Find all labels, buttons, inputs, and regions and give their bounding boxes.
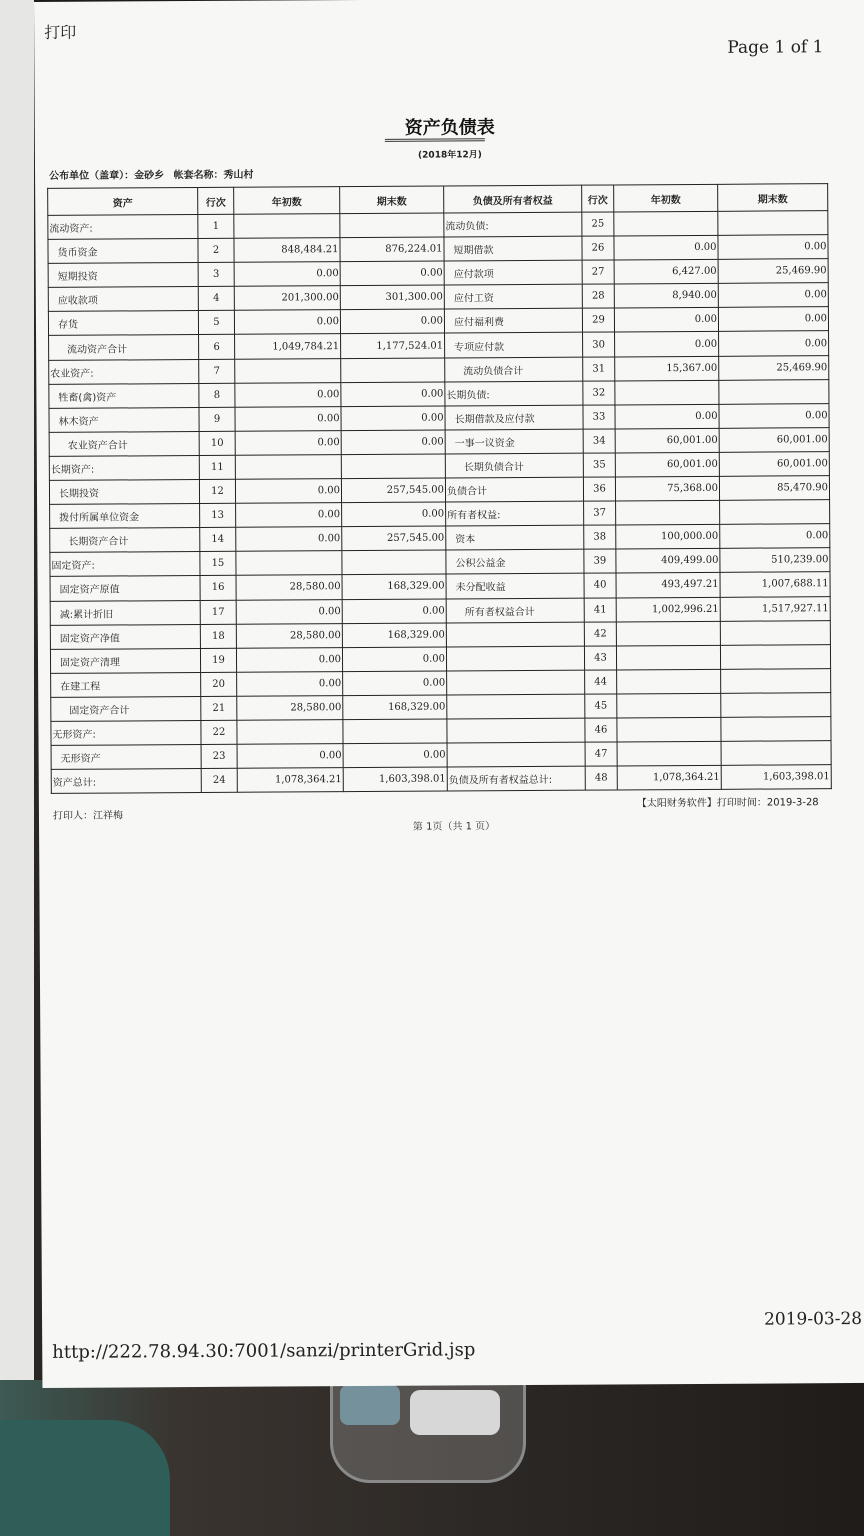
liability-name-cell bbox=[446, 622, 584, 647]
liability-begin-cell bbox=[616, 621, 720, 646]
asset-begin-cell bbox=[236, 551, 342, 576]
asset-begin-cell: 0.00 bbox=[236, 503, 342, 528]
liability-end-cell bbox=[721, 717, 831, 742]
asset-end-cell bbox=[343, 719, 447, 744]
liability-end-cell: 60,001.00 bbox=[719, 427, 829, 452]
liability-begin-cell: 6,427.00 bbox=[614, 260, 718, 285]
asset-begin-cell bbox=[237, 720, 343, 745]
asset-end-cell: 0.00 bbox=[341, 382, 445, 407]
header-assets: 资产 bbox=[48, 188, 198, 216]
asset-name-cell: 固定资产: bbox=[50, 552, 200, 577]
liability-name-cell bbox=[447, 718, 585, 743]
asset-line-cell: 20 bbox=[201, 672, 237, 696]
liability-end-cell bbox=[719, 379, 829, 404]
liability-begin-cell: 0.00 bbox=[614, 235, 718, 260]
liability-begin-cell: 1,078,364.21 bbox=[617, 765, 721, 790]
footer-date: 2019-03-28 bbox=[764, 1308, 863, 1330]
liability-name-cell bbox=[447, 742, 585, 767]
liability-line-cell: 30 bbox=[583, 332, 615, 356]
asset-begin-cell: 848,484.21 bbox=[234, 238, 340, 263]
asset-name-cell: 牲畜(禽)资产 bbox=[49, 383, 199, 408]
asset-line-cell: 21 bbox=[201, 696, 237, 720]
liability-end-cell bbox=[721, 741, 831, 766]
print-header-label: 打印 bbox=[44, 22, 77, 42]
asset-line-cell: 4 bbox=[198, 287, 234, 311]
asset-line-cell: 24 bbox=[201, 768, 237, 792]
header-line-no: 行次 bbox=[198, 187, 234, 214]
liability-begin-cell: 15,367.00 bbox=[615, 356, 719, 381]
asset-line-cell: 6 bbox=[199, 335, 235, 359]
asset-end-cell: 301,300.00 bbox=[340, 285, 444, 310]
asset-name-cell: 林木资产 bbox=[49, 407, 199, 432]
liability-end-cell bbox=[721, 668, 831, 693]
liability-begin-cell bbox=[616, 500, 720, 525]
liability-line-cell: 29 bbox=[582, 308, 614, 332]
liability-name-cell: 未分配收益 bbox=[446, 574, 584, 599]
liability-end-cell: 1,517,927.11 bbox=[720, 596, 830, 621]
liability-begin-cell: 60,001.00 bbox=[615, 452, 719, 477]
liability-name-cell: 所有者权益合计 bbox=[446, 598, 584, 623]
liability-begin-cell bbox=[615, 380, 719, 405]
liability-begin-cell: 8,940.00 bbox=[614, 284, 718, 309]
asset-line-cell: 12 bbox=[199, 479, 235, 503]
footer-url: http://222.78.94.30:7001/sanzi/printerGrid.jsp bbox=[52, 1339, 476, 1363]
asset-begin-cell: 0.00 bbox=[236, 527, 342, 552]
asset-line-cell: 7 bbox=[199, 359, 235, 383]
asset-end-cell: 0.00 bbox=[341, 430, 445, 455]
asset-line-cell: 3 bbox=[198, 262, 234, 286]
asset-end-cell: 0.00 bbox=[342, 598, 446, 623]
asset-begin-cell: 28,580.00 bbox=[236, 623, 342, 648]
asset-name-cell: 无形资产: bbox=[51, 720, 201, 745]
asset-end-cell: 1,603,398.01 bbox=[343, 767, 447, 792]
header-end-balance: 期末数 bbox=[340, 186, 444, 214]
liability-line-cell: 33 bbox=[583, 405, 615, 429]
liability-end-cell: 510,239.00 bbox=[720, 548, 830, 573]
liability-begin-cell: 100,000.00 bbox=[616, 525, 720, 550]
liability-begin-cell bbox=[617, 669, 721, 694]
liability-line-cell: 45 bbox=[585, 694, 617, 718]
liability-name-cell bbox=[446, 646, 584, 671]
asset-name-cell: 农业资产合计 bbox=[49, 431, 199, 456]
liability-line-cell: 44 bbox=[585, 670, 617, 694]
liability-begin-cell: 409,499.00 bbox=[616, 549, 720, 574]
asset-begin-cell: 0.00 bbox=[235, 382, 341, 407]
liability-name-cell: 长期负债合计 bbox=[445, 453, 583, 478]
liability-begin-cell: 60,001.00 bbox=[615, 428, 719, 453]
liability-name-cell: 应付工资 bbox=[444, 284, 582, 309]
header-liabilities-equity: 负债及所有者权益 bbox=[444, 185, 582, 213]
asset-line-cell: 1 bbox=[198, 214, 234, 238]
asset-begin-cell bbox=[235, 455, 341, 480]
asset-begin-cell: 0.00 bbox=[236, 647, 342, 672]
background-object bbox=[0, 1420, 170, 1536]
page-count: 第 1页（共 1 页） bbox=[412, 821, 496, 833]
liability-end-cell: 60,001.00 bbox=[719, 452, 829, 477]
book-label: 帐套名称：秀山村 bbox=[173, 169, 254, 182]
asset-end-cell bbox=[342, 550, 446, 575]
asset-begin-cell: 0.00 bbox=[234, 262, 340, 287]
liability-name-cell: 一事一议资金 bbox=[445, 429, 583, 454]
liability-line-cell: 48 bbox=[585, 766, 617, 790]
asset-name-cell: 固定资产清理 bbox=[50, 648, 200, 673]
asset-line-cell: 23 bbox=[201, 744, 237, 768]
asset-begin-cell bbox=[234, 214, 340, 239]
software-print-time: 【太阳财务软件】打印时间：2019-3-28 bbox=[636, 797, 819, 810]
liability-name-cell: 长期借款及应付款 bbox=[445, 405, 583, 430]
liability-begin-cell: 493,497.21 bbox=[616, 573, 720, 598]
liability-name-cell: 流动负债合计 bbox=[445, 357, 583, 382]
header-line-no: 行次 bbox=[582, 185, 614, 212]
liability-line-cell: 39 bbox=[584, 549, 616, 573]
asset-line-cell: 5 bbox=[198, 311, 234, 335]
asset-end-cell: 0.00 bbox=[343, 743, 447, 768]
asset-begin-cell: 0.00 bbox=[237, 744, 343, 769]
liability-line-cell: 46 bbox=[585, 718, 617, 742]
asset-name-cell: 长期资产: bbox=[49, 455, 199, 480]
asset-begin-cell: 0.00 bbox=[235, 430, 341, 455]
liability-begin-cell bbox=[616, 645, 720, 670]
liability-end-cell: 0.00 bbox=[719, 331, 829, 356]
liability-name-cell: 负债及所有者权益总计: bbox=[447, 766, 585, 791]
header-begin-balance: 年初数 bbox=[614, 184, 718, 212]
asset-line-cell: 9 bbox=[199, 407, 235, 431]
liability-begin-cell bbox=[617, 717, 721, 742]
asset-end-cell: 876,224.01 bbox=[340, 237, 444, 262]
asset-line-cell: 14 bbox=[200, 527, 236, 551]
liability-line-cell: 31 bbox=[583, 357, 615, 381]
liability-name-cell: 应付福利费 bbox=[444, 309, 582, 334]
asset-name-cell: 固定资产净值 bbox=[50, 624, 200, 649]
liability-end-cell bbox=[720, 500, 830, 525]
asset-line-cell: 10 bbox=[199, 431, 235, 455]
liability-end-cell bbox=[720, 644, 830, 669]
liability-end-cell bbox=[718, 211, 828, 236]
liability-begin-cell bbox=[617, 693, 721, 718]
asset-begin-cell: 0.00 bbox=[235, 406, 341, 431]
asset-name-cell: 资产总计: bbox=[51, 769, 201, 794]
asset-end-cell: 0.00 bbox=[343, 671, 447, 696]
asset-name-cell: 减:累计折旧 bbox=[50, 600, 200, 625]
asset-begin-cell: 201,300.00 bbox=[234, 286, 340, 311]
asset-line-cell: 22 bbox=[201, 720, 237, 744]
liability-begin-cell: 0.00 bbox=[615, 332, 719, 357]
title-underline bbox=[385, 138, 485, 142]
asset-end-cell: 0.00 bbox=[342, 502, 446, 527]
asset-end-cell: 257,545.00 bbox=[342, 526, 446, 551]
background-paper-stack bbox=[0, 0, 34, 1380]
liability-end-cell bbox=[720, 620, 830, 645]
liability-name-cell: 短期借款 bbox=[444, 236, 582, 261]
asset-line-cell: 8 bbox=[199, 383, 235, 407]
liability-begin-cell: 1,002,996.21 bbox=[616, 597, 720, 622]
asset-end-cell: 0.00 bbox=[341, 406, 445, 431]
asset-name-cell: 货币资金 bbox=[48, 239, 198, 264]
asset-name-cell: 在建工程 bbox=[51, 672, 201, 697]
asset-name-cell: 流动资产合计 bbox=[49, 335, 199, 360]
asset-name-cell: 拨付所属单位资金 bbox=[50, 504, 200, 529]
header-end-balance: 期末数 bbox=[718, 184, 828, 212]
liability-name-cell bbox=[447, 670, 585, 695]
liability-begin-cell bbox=[617, 741, 721, 766]
liability-end-cell: 0.00 bbox=[718, 307, 828, 332]
liability-line-cell: 27 bbox=[582, 260, 614, 284]
liability-line-cell: 26 bbox=[582, 236, 614, 260]
asset-name-cell: 无形资产 bbox=[51, 745, 201, 770]
header-begin-balance: 年初数 bbox=[234, 187, 340, 215]
report-meta bbox=[49, 166, 260, 182]
liability-name-cell: 应付款项 bbox=[444, 260, 582, 285]
asset-end-cell bbox=[341, 358, 445, 383]
asset-end-cell bbox=[341, 454, 445, 479]
asset-end-cell bbox=[340, 213, 444, 238]
asset-line-cell: 2 bbox=[198, 238, 234, 262]
unit-label: 公布单位（盖章）：金砂乡 bbox=[49, 170, 165, 182]
asset-name-cell: 短期投资 bbox=[48, 263, 198, 288]
asset-name-cell: 固定资产原值 bbox=[50, 576, 200, 601]
liability-begin-cell: 0.00 bbox=[614, 308, 718, 333]
asset-line-cell: 13 bbox=[200, 503, 236, 527]
liability-line-cell: 28 bbox=[582, 284, 614, 308]
liability-name-cell: 专项应付款 bbox=[445, 333, 583, 358]
asset-name-cell: 流动资产: bbox=[48, 215, 198, 240]
asset-name-cell: 固定资产合计 bbox=[51, 696, 201, 721]
asset-end-cell: 257,545.00 bbox=[341, 478, 445, 503]
asset-begin-cell: 0.00 bbox=[234, 310, 340, 335]
asset-begin-cell: 0.00 bbox=[236, 599, 342, 624]
page-indicator: Page 1 of 1 bbox=[727, 37, 824, 58]
liability-begin-cell: 75,368.00 bbox=[615, 476, 719, 501]
asset-end-cell: 1,177,524.01 bbox=[341, 333, 445, 358]
printed-page bbox=[34, 0, 864, 1388]
background-glass-jar bbox=[330, 1380, 526, 1483]
liability-end-cell: 25,469.90 bbox=[719, 355, 829, 380]
liability-line-cell: 36 bbox=[583, 477, 615, 501]
liability-name-cell: 所有者权益: bbox=[446, 501, 584, 526]
liability-begin-cell: 0.00 bbox=[615, 404, 719, 429]
liability-end-cell bbox=[721, 693, 831, 718]
liability-name-cell: 资本 bbox=[446, 525, 584, 550]
liability-end-cell: 0.00 bbox=[720, 524, 830, 549]
asset-line-cell: 11 bbox=[199, 455, 235, 479]
asset-end-cell: 168,329.00 bbox=[342, 623, 446, 648]
liability-end-cell: 1,007,688.11 bbox=[720, 572, 830, 597]
asset-begin-cell: 1,049,784.21 bbox=[235, 334, 341, 359]
liability-line-cell: 43 bbox=[584, 646, 616, 670]
liability-line-cell: 40 bbox=[584, 573, 616, 597]
asset-begin-cell: 1,078,364.21 bbox=[237, 768, 343, 793]
liability-line-cell: 37 bbox=[584, 501, 616, 525]
asset-name-cell: 农业资产: bbox=[49, 359, 199, 384]
liability-line-cell: 42 bbox=[584, 622, 616, 646]
printed-by: 打印人：江祥梅 bbox=[52, 810, 124, 822]
table-row bbox=[51, 765, 831, 794]
asset-end-cell: 0.00 bbox=[340, 309, 444, 334]
asset-end-cell: 168,329.00 bbox=[343, 695, 447, 720]
asset-line-cell: 17 bbox=[200, 600, 236, 624]
balance-sheet-table bbox=[47, 183, 832, 794]
liability-line-cell: 25 bbox=[582, 212, 614, 236]
asset-name-cell: 长期资产合计 bbox=[50, 528, 200, 553]
liability-line-cell: 35 bbox=[583, 453, 615, 477]
liability-end-cell: 25,469.90 bbox=[718, 259, 828, 284]
asset-begin-cell bbox=[235, 358, 341, 383]
asset-name-cell: 长期投资 bbox=[49, 480, 199, 505]
asset-end-cell: 168,329.00 bbox=[342, 574, 446, 599]
asset-name-cell: 存货 bbox=[48, 311, 198, 336]
liability-line-cell: 41 bbox=[584, 597, 616, 621]
asset-line-cell: 19 bbox=[200, 648, 236, 672]
asset-begin-cell: 28,580.00 bbox=[237, 696, 343, 721]
asset-end-cell: 0.00 bbox=[340, 261, 444, 286]
liability-end-cell: 0.00 bbox=[718, 283, 828, 308]
liability-name-cell bbox=[447, 694, 585, 719]
report-title: 资产负债表 bbox=[404, 117, 495, 139]
liability-line-cell: 34 bbox=[583, 429, 615, 453]
liability-name-cell: 公积公益金 bbox=[446, 549, 584, 574]
liability-end-cell: 1,603,398.01 bbox=[721, 765, 831, 790]
asset-line-cell: 15 bbox=[200, 552, 236, 576]
asset-begin-cell: 28,580.00 bbox=[236, 575, 342, 600]
liability-end-cell: 85,470.90 bbox=[719, 476, 829, 501]
liability-line-cell: 32 bbox=[583, 381, 615, 405]
asset-name-cell: 应收款项 bbox=[48, 287, 198, 312]
asset-line-cell: 18 bbox=[200, 624, 236, 648]
liability-name-cell: 负债合计 bbox=[445, 477, 583, 502]
liability-line-cell: 38 bbox=[584, 525, 616, 549]
liability-begin-cell bbox=[614, 211, 718, 236]
liability-line-cell: 47 bbox=[585, 742, 617, 766]
liability-name-cell: 流动负债: bbox=[444, 212, 582, 237]
liability-end-cell: 0.00 bbox=[718, 235, 828, 260]
asset-begin-cell: 0.00 bbox=[235, 479, 341, 504]
asset-end-cell: 0.00 bbox=[342, 647, 446, 672]
asset-line-cell: 16 bbox=[200, 576, 236, 600]
liability-name-cell: 长期负债: bbox=[445, 381, 583, 406]
liability-end-cell: 0.00 bbox=[719, 403, 829, 428]
asset-begin-cell: 0.00 bbox=[237, 671, 343, 696]
report-period: (2018年12月) bbox=[418, 150, 482, 161]
